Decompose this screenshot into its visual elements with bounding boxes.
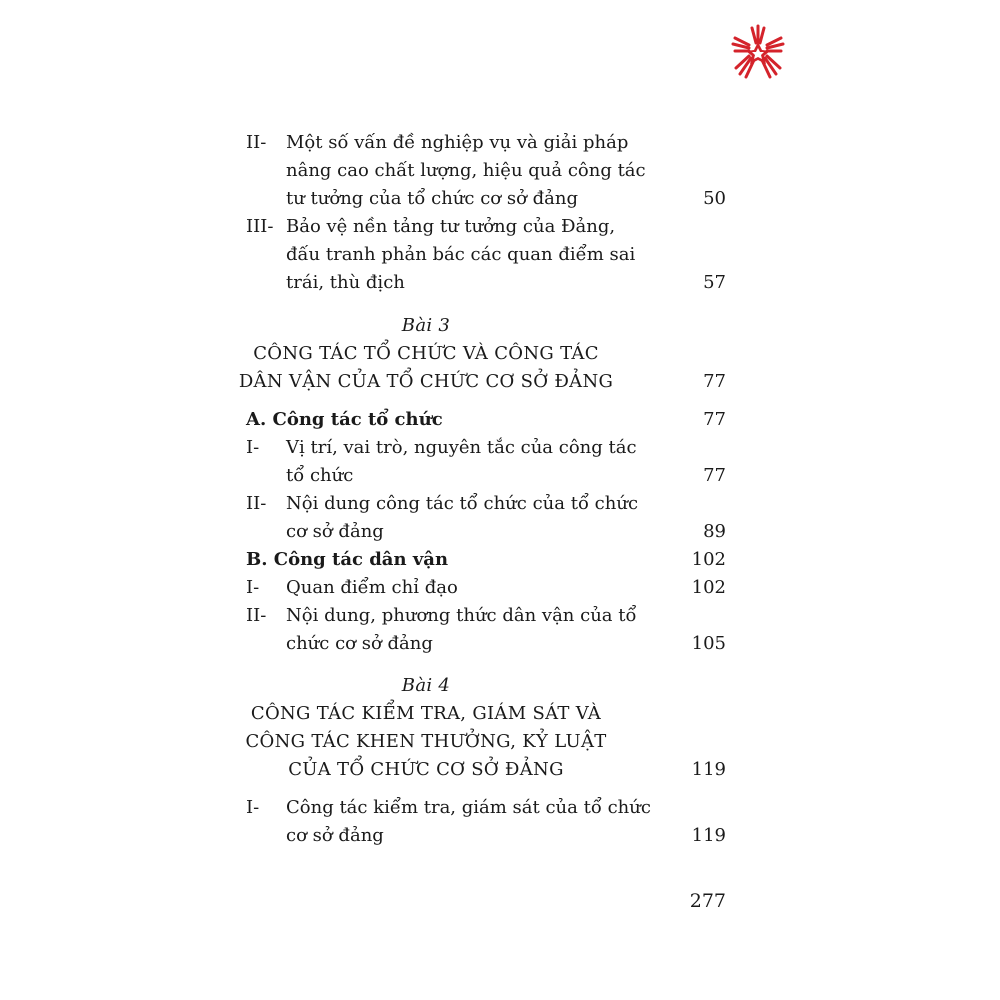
lesson-title-line: CÔNG TÁC TỔ CHỨC VÀ CÔNG TÁC — [253, 343, 599, 364]
entry-number: II- — [246, 132, 267, 153]
entry-text-line: chức cơ sở đảng — [286, 633, 433, 654]
lesson-title-line: CÔNG TÁC KIỂM TRA, GIÁM SÁT VÀ — [250, 703, 602, 724]
entry-page-number: 102 — [691, 577, 726, 598]
entry-page-number: 89 — [703, 521, 726, 542]
lesson-label: Bài 4 — [401, 675, 451, 696]
entry-number: II- — [246, 605, 267, 626]
entry-page-number: 105 — [691, 633, 726, 654]
entry-text-line: Vị trí, vai trò, nguyên tắc của công tác — [286, 437, 637, 458]
entry-text-line: nâng cao chất lượng, hiệu quả công tác — [286, 160, 646, 181]
section-title: B. Công tác dân vận — [246, 549, 449, 570]
section-page-number: 77 — [703, 409, 726, 430]
entry-number: I- — [246, 437, 260, 458]
entry-number: I- — [246, 797, 260, 818]
lesson-page-number: 77 — [703, 371, 726, 392]
entry-text-line: Bảo vệ nền tảng tư tưởng của Đảng, — [286, 216, 616, 237]
lesson-title-line: CÔNG TÁC KHEN THƯỞNG, KỶ LUẬT — [245, 731, 607, 752]
lesson-title-line: CỦA TỔ CHỨC CƠ SỞ ĐẢNG — [288, 759, 564, 780]
lesson-page-number: 119 — [691, 759, 726, 780]
entry-text-line: Nội dung công tác tổ chức của tổ chức — [286, 493, 639, 514]
entry-page-number: 77 — [703, 465, 726, 486]
entry-text-line: trái, thù địch — [286, 272, 405, 293]
entry-text-line: Công tác kiểm tra, giám sát của tổ chức — [286, 797, 651, 818]
entry-text-line: Một số vấn đề nghiệp vụ và giải pháp — [286, 132, 629, 153]
lesson-title-line: DÂN VẬN CỦA TỔ CHỨC CƠ SỞ ĐẢNG — [238, 371, 614, 392]
section-page-number: 102 — [691, 549, 726, 570]
entry-page-number: 119 — [691, 825, 726, 846]
entry-text-line: Quan điểm chỉ đạo — [286, 577, 458, 598]
entry-page-number: 57 — [703, 272, 726, 293]
entry-number: II- — [246, 493, 267, 514]
entry-text-line: Nội dung, phương thức dân vận của tổ — [286, 605, 637, 626]
entry-text-line: đấu tranh phản bác các quan điểm sai — [286, 244, 636, 265]
page-number: 277 — [689, 890, 726, 912]
entry-text-line: cơ sở đảng — [286, 825, 384, 846]
section-title: A. Công tác tổ chức — [246, 409, 443, 430]
entry-number: III- — [246, 216, 274, 237]
entry-page-number: 50 — [703, 188, 726, 209]
entry-text-line: tư tưởng của tổ chức cơ sở đảng — [286, 188, 579, 209]
entry-text-line: tổ chức — [286, 465, 354, 486]
entry-text-line: cơ sở đảng — [286, 521, 384, 542]
entry-number: I- — [246, 577, 260, 598]
star-emblem-icon — [727, 22, 789, 80]
lesson-label: Bài 3 — [401, 315, 451, 336]
